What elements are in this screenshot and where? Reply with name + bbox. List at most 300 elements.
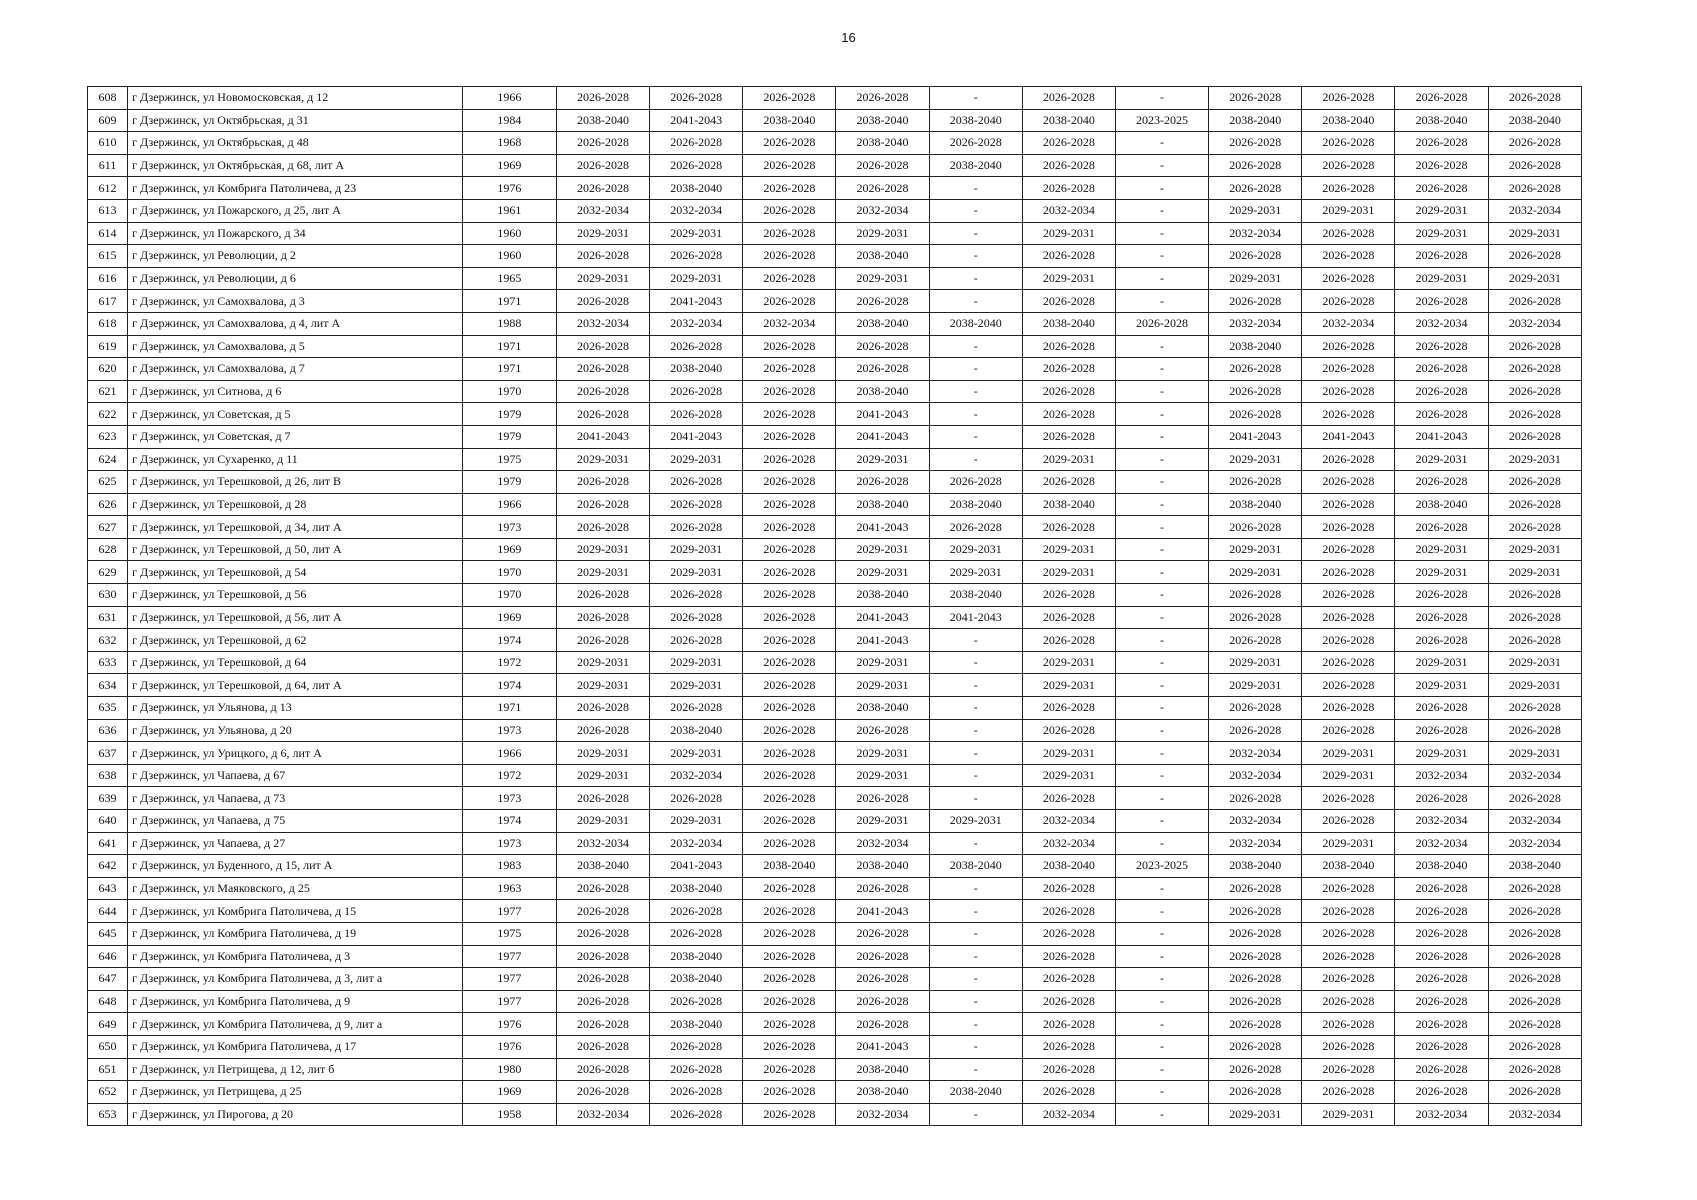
cell-term-col-11: 2026-2028 <box>1488 968 1581 991</box>
cell-term-col-5: - <box>929 877 1022 900</box>
cell-term-col-7: - <box>1115 1013 1208 1036</box>
cell-term-col-1: 2032-2034 <box>556 832 649 855</box>
cell-term-col-2: 2026-2028 <box>650 787 743 810</box>
cell-term-col-10: 2026-2028 <box>1395 177 1488 200</box>
table-row <box>88 312 1582 335</box>
cell-term-col-7: - <box>1115 629 1208 652</box>
table-row <box>88 877 1582 900</box>
cell-term-col-3: 2026-2028 <box>743 922 836 945</box>
cell-term-col-11: 2026-2028 <box>1488 154 1581 177</box>
cell-term-col-5: 2038-2040 <box>929 109 1022 132</box>
cell-address: г Дзержинск, ул Революции, д 2 <box>128 245 463 268</box>
cell-term-col-4: 2029-2031 <box>836 651 929 674</box>
cell-year-built: 1973 <box>462 719 556 742</box>
cell-term-col-6: 2026-2028 <box>1022 471 1115 494</box>
cell-term-col-6: 2029-2031 <box>1022 448 1115 471</box>
cell-row-number: 621 <box>88 380 128 403</box>
cell-term-col-6: 2026-2028 <box>1022 154 1115 177</box>
cell-term-col-10: 2026-2028 <box>1395 968 1488 991</box>
cell-row-number: 616 <box>88 267 128 290</box>
cell-term-col-10: 2026-2028 <box>1395 1058 1488 1081</box>
table-row <box>88 855 1582 878</box>
cell-term-col-4: 2038-2040 <box>836 697 929 720</box>
table-row <box>88 990 1582 1013</box>
cell-term-col-8: 2026-2028 <box>1209 584 1302 607</box>
cell-term-col-6: 2029-2031 <box>1022 222 1115 245</box>
cell-term-col-8: 2029-2031 <box>1209 651 1302 674</box>
cell-year-built: 1988 <box>462 312 556 335</box>
cell-term-col-1: 2026-2028 <box>556 968 649 991</box>
cell-term-col-8: 2026-2028 <box>1209 719 1302 742</box>
cell-term-col-2: 2029-2031 <box>650 267 743 290</box>
cell-term-col-11: 2038-2040 <box>1488 109 1581 132</box>
cell-term-col-8: 2026-2028 <box>1209 990 1302 1013</box>
cell-term-col-9: 2026-2028 <box>1302 810 1395 833</box>
cell-term-col-3: 2026-2028 <box>743 945 836 968</box>
cell-term-col-1: 2029-2031 <box>556 674 649 697</box>
cell-year-built: 1983 <box>462 855 556 878</box>
cell-term-col-5: 2029-2031 <box>929 561 1022 584</box>
cell-term-col-1: 2029-2031 <box>556 267 649 290</box>
cell-term-col-8: 2029-2031 <box>1209 674 1302 697</box>
cell-term-col-8: 2026-2028 <box>1209 290 1302 313</box>
cell-term-col-11: 2026-2028 <box>1488 990 1581 1013</box>
table-row <box>88 606 1582 629</box>
cell-term-col-3: 2038-2040 <box>743 109 836 132</box>
cell-term-col-11: 2026-2028 <box>1488 719 1581 742</box>
table-row <box>88 493 1582 516</box>
cell-term-col-8: 2026-2028 <box>1209 922 1302 945</box>
cell-year-built: 1970 <box>462 380 556 403</box>
cell-term-col-4: 2026-2028 <box>836 945 929 968</box>
cell-term-col-4: 2038-2040 <box>836 312 929 335</box>
cell-term-col-9: 2026-2028 <box>1302 267 1395 290</box>
cell-term-col-7: - <box>1115 267 1208 290</box>
cell-term-col-7: - <box>1115 832 1208 855</box>
cell-row-number: 649 <box>88 1013 128 1036</box>
cell-term-col-2: 2029-2031 <box>650 561 743 584</box>
cell-year-built: 1969 <box>462 1081 556 1104</box>
cell-row-number: 614 <box>88 222 128 245</box>
cell-term-col-6: 2026-2028 <box>1022 425 1115 448</box>
cell-year-built: 1977 <box>462 900 556 923</box>
cell-address: г Дзержинск, ул Сухаренко, д 11 <box>128 448 463 471</box>
cell-term-col-1: 2026-2028 <box>556 629 649 652</box>
table-row <box>88 629 1582 652</box>
cell-term-col-9: 2026-2028 <box>1302 945 1395 968</box>
cell-term-col-2: 2029-2031 <box>650 448 743 471</box>
cell-term-col-4: 2038-2040 <box>836 1081 929 1104</box>
cell-term-col-4: 2041-2043 <box>836 425 929 448</box>
cell-term-col-10: 2038-2040 <box>1395 493 1488 516</box>
cell-term-col-11: 2026-2028 <box>1488 132 1581 155</box>
cell-row-number: 634 <box>88 674 128 697</box>
table-row <box>88 1081 1582 1104</box>
cell-term-col-7: - <box>1115 1081 1208 1104</box>
cell-term-col-2: 2026-2028 <box>650 471 743 494</box>
cell-term-col-8: 2032-2034 <box>1209 222 1302 245</box>
cell-term-col-4: 2038-2040 <box>836 584 929 607</box>
cell-term-col-9: 2026-2028 <box>1302 561 1395 584</box>
cell-term-col-7: - <box>1115 606 1208 629</box>
cell-term-col-5: - <box>929 403 1022 426</box>
cell-term-col-5: 2026-2028 <box>929 132 1022 155</box>
cell-address: г Дзержинск, ул Новомосковская, д 12 <box>128 87 463 110</box>
cell-term-col-2: 2026-2028 <box>650 516 743 539</box>
cell-term-col-9: 2026-2028 <box>1302 335 1395 358</box>
cell-term-col-10: 2026-2028 <box>1395 990 1488 1013</box>
cell-term-col-1: 2026-2028 <box>556 380 649 403</box>
cell-year-built: 1980 <box>462 1058 556 1081</box>
cell-term-col-8: 2026-2028 <box>1209 629 1302 652</box>
cell-term-col-6: 2029-2031 <box>1022 674 1115 697</box>
cell-term-col-6: 2038-2040 <box>1022 312 1115 335</box>
cell-address: г Дзержинск, ул Ульянова, д 13 <box>128 697 463 720</box>
cell-term-col-10: 2038-2040 <box>1395 855 1488 878</box>
cell-row-number: 630 <box>88 584 128 607</box>
cell-term-col-1: 2032-2034 <box>556 199 649 222</box>
cell-term-col-5: - <box>929 629 1022 652</box>
table-row <box>88 922 1582 945</box>
cell-term-col-4: 2041-2043 <box>836 403 929 426</box>
cell-term-col-11: 2029-2031 <box>1488 742 1581 765</box>
cell-term-col-10: 2026-2028 <box>1395 697 1488 720</box>
cell-term-col-7: - <box>1115 154 1208 177</box>
cell-term-col-11: 2029-2031 <box>1488 222 1581 245</box>
cell-term-col-6: 2029-2031 <box>1022 651 1115 674</box>
cell-year-built: 1973 <box>462 516 556 539</box>
cell-term-col-9: 2026-2028 <box>1302 629 1395 652</box>
cell-row-number: 645 <box>88 922 128 945</box>
cell-term-col-3: 2026-2028 <box>743 832 836 855</box>
cell-term-col-4: 2026-2028 <box>836 358 929 381</box>
cell-term-col-9: 2026-2028 <box>1302 651 1395 674</box>
cell-term-col-6: 2026-2028 <box>1022 1058 1115 1081</box>
cell-term-col-4: 2029-2031 <box>836 742 929 765</box>
cell-term-col-9: 2026-2028 <box>1302 177 1395 200</box>
cell-row-number: 624 <box>88 448 128 471</box>
cell-term-col-2: 2032-2034 <box>650 312 743 335</box>
cell-term-col-6: 2029-2031 <box>1022 742 1115 765</box>
cell-year-built: 1975 <box>462 448 556 471</box>
cell-term-col-5: - <box>929 245 1022 268</box>
cell-address: г Дзержинск, ул Пожарского, д 25, лит А <box>128 199 463 222</box>
cell-term-col-7: - <box>1115 742 1208 765</box>
table-row <box>88 335 1582 358</box>
cell-term-col-8: 2026-2028 <box>1209 877 1302 900</box>
cell-term-col-6: 2032-2034 <box>1022 810 1115 833</box>
table-row <box>88 425 1582 448</box>
cell-term-col-10: 2032-2034 <box>1395 1103 1488 1126</box>
cell-term-col-5: 2026-2028 <box>929 471 1022 494</box>
cell-term-col-11: 2026-2028 <box>1488 358 1581 381</box>
cell-term-col-4: 2026-2028 <box>836 877 929 900</box>
cell-term-col-3: 2026-2028 <box>743 290 836 313</box>
cell-term-col-10: 2026-2028 <box>1395 471 1488 494</box>
cell-term-col-8: 2029-2031 <box>1209 1103 1302 1126</box>
cell-term-col-9: 2026-2028 <box>1302 584 1395 607</box>
cell-term-col-11: 2026-2028 <box>1488 584 1581 607</box>
cell-term-col-1: 2026-2028 <box>556 1058 649 1081</box>
cell-term-col-9: 2026-2028 <box>1302 154 1395 177</box>
cell-term-col-10: 2032-2034 <box>1395 832 1488 855</box>
table-row <box>88 968 1582 991</box>
cell-term-col-6: 2026-2028 <box>1022 516 1115 539</box>
cell-term-col-6: 2026-2028 <box>1022 132 1115 155</box>
cell-term-col-1: 2029-2031 <box>556 810 649 833</box>
cell-term-col-6: 2032-2034 <box>1022 199 1115 222</box>
cell-year-built: 1958 <box>462 1103 556 1126</box>
cell-row-number: 652 <box>88 1081 128 1104</box>
cell-year-built: 1970 <box>462 584 556 607</box>
table-row <box>88 1013 1582 1036</box>
cell-term-col-3: 2026-2028 <box>743 697 836 720</box>
cell-year-built: 1960 <box>462 222 556 245</box>
cell-address: г Дзержинск, ул Чапаева, д 67 <box>128 764 463 787</box>
cell-term-col-4: 2026-2028 <box>836 87 929 110</box>
cell-term-col-6: 2029-2031 <box>1022 538 1115 561</box>
cell-address: г Дзержинск, ул Октябрьская, д 48 <box>128 132 463 155</box>
cell-term-col-10: 2026-2028 <box>1395 900 1488 923</box>
cell-term-col-6: 2026-2028 <box>1022 990 1115 1013</box>
cell-term-col-7: - <box>1115 471 1208 494</box>
cell-term-col-9: 2026-2028 <box>1302 1035 1395 1058</box>
cell-term-col-5: - <box>929 674 1022 697</box>
cell-term-col-2: 2041-2043 <box>650 855 743 878</box>
page-number: 16 <box>841 30 856 45</box>
cell-term-col-5: - <box>929 222 1022 245</box>
cell-term-col-9: 2026-2028 <box>1302 968 1395 991</box>
cell-address: г Дзержинск, ул Пожарского, д 34 <box>128 222 463 245</box>
cell-term-col-11: 2026-2028 <box>1488 629 1581 652</box>
table-row <box>88 290 1582 313</box>
cell-term-col-3: 2026-2028 <box>743 584 836 607</box>
cell-term-col-9: 2029-2031 <box>1302 742 1395 765</box>
cell-address: г Дзержинск, ул Самохвалова, д 4, лит А <box>128 312 463 335</box>
cell-term-col-2: 2032-2034 <box>650 832 743 855</box>
cell-year-built: 1971 <box>462 290 556 313</box>
cell-term-col-7: - <box>1115 561 1208 584</box>
cell-term-col-3: 2026-2028 <box>743 425 836 448</box>
cell-term-col-9: 2026-2028 <box>1302 403 1395 426</box>
cell-term-col-3: 2026-2028 <box>743 245 836 268</box>
table-row <box>88 945 1582 968</box>
cell-term-col-1: 2026-2028 <box>556 584 649 607</box>
cell-term-col-9: 2026-2028 <box>1302 87 1395 110</box>
cell-term-col-9: 2026-2028 <box>1302 606 1395 629</box>
table-row <box>88 1103 1582 1126</box>
cell-term-col-4: 2041-2043 <box>836 606 929 629</box>
cell-term-col-2: 2026-2028 <box>650 922 743 945</box>
cell-term-col-6: 2026-2028 <box>1022 1013 1115 1036</box>
cell-term-col-3: 2026-2028 <box>743 1103 836 1126</box>
cell-address: г Дзержинск, ул Октябрьская, д 31 <box>128 109 463 132</box>
cell-term-col-4: 2038-2040 <box>836 493 929 516</box>
cell-term-col-9: 2026-2028 <box>1302 538 1395 561</box>
cell-row-number: 611 <box>88 154 128 177</box>
cell-term-col-9: 2038-2040 <box>1302 855 1395 878</box>
cell-term-col-11: 2026-2028 <box>1488 697 1581 720</box>
cell-year-built: 1963 <box>462 877 556 900</box>
cell-term-col-6: 2026-2028 <box>1022 945 1115 968</box>
cell-term-col-3: 2026-2028 <box>743 1013 836 1036</box>
cell-term-col-6: 2026-2028 <box>1022 968 1115 991</box>
cell-term-col-6: 2026-2028 <box>1022 584 1115 607</box>
cell-row-number: 627 <box>88 516 128 539</box>
table-row <box>88 154 1582 177</box>
cell-term-col-3: 2026-2028 <box>743 629 836 652</box>
cell-term-col-4: 2032-2034 <box>836 1103 929 1126</box>
cell-term-col-5: 2038-2040 <box>929 154 1022 177</box>
cell-term-col-10: 2026-2028 <box>1395 154 1488 177</box>
cell-row-number: 632 <box>88 629 128 652</box>
cell-row-number: 609 <box>88 109 128 132</box>
cell-row-number: 633 <box>88 651 128 674</box>
cell-term-col-7: - <box>1115 651 1208 674</box>
cell-year-built: 1971 <box>462 335 556 358</box>
cell-term-col-8: 2026-2028 <box>1209 358 1302 381</box>
cell-term-col-7: - <box>1115 493 1208 516</box>
cell-term-col-7: - <box>1115 538 1208 561</box>
table-row <box>88 222 1582 245</box>
cell-address: г Дзержинск, ул Петрищева, д 25 <box>128 1081 463 1104</box>
cell-term-col-4: 2026-2028 <box>836 968 929 991</box>
cell-term-col-1: 2032-2034 <box>556 312 649 335</box>
cell-term-col-3: 2026-2028 <box>743 358 836 381</box>
cell-address: г Дзержинск, ул Терешковой, д 54 <box>128 561 463 584</box>
cell-term-col-11: 2029-2031 <box>1488 267 1581 290</box>
cell-term-col-10: 2026-2028 <box>1395 87 1488 110</box>
cell-term-col-8: 2029-2031 <box>1209 199 1302 222</box>
cell-term-col-1: 2026-2028 <box>556 877 649 900</box>
cell-term-col-11: 2026-2028 <box>1488 1058 1581 1081</box>
cell-term-col-7: - <box>1115 448 1208 471</box>
cell-year-built: 1976 <box>462 1013 556 1036</box>
cell-term-col-8: 2026-2028 <box>1209 787 1302 810</box>
cell-year-built: 1966 <box>462 742 556 765</box>
table-row <box>88 900 1582 923</box>
cell-term-col-4: 2026-2028 <box>836 154 929 177</box>
cell-address: г Дзержинск, ул Комбрига Патоличева, д 3 <box>128 945 463 968</box>
cell-term-col-9: 2026-2028 <box>1302 132 1395 155</box>
cell-term-col-7: - <box>1115 900 1208 923</box>
cell-address: г Дзержинск, ул Терешковой, д 62 <box>128 629 463 652</box>
table-row <box>88 267 1582 290</box>
cell-term-col-3: 2026-2028 <box>743 900 836 923</box>
cell-term-col-7: 2023-2025 <box>1115 109 1208 132</box>
cell-term-col-5: - <box>929 1058 1022 1081</box>
cell-term-col-10: 2026-2028 <box>1395 290 1488 313</box>
cell-term-col-5: - <box>929 651 1022 674</box>
cell-term-col-6: 2026-2028 <box>1022 629 1115 652</box>
cell-term-col-8: 2038-2040 <box>1209 109 1302 132</box>
cell-term-col-9: 2026-2028 <box>1302 290 1395 313</box>
cell-term-col-10: 2032-2034 <box>1395 810 1488 833</box>
cell-term-col-6: 2026-2028 <box>1022 245 1115 268</box>
cell-term-col-8: 2026-2028 <box>1209 606 1302 629</box>
cell-term-col-1: 2026-2028 <box>556 990 649 1013</box>
cell-term-col-1: 2029-2031 <box>556 561 649 584</box>
cell-term-col-8: 2032-2034 <box>1209 742 1302 765</box>
cell-term-col-3: 2026-2028 <box>743 1081 836 1104</box>
cell-term-col-9: 2026-2028 <box>1302 493 1395 516</box>
repair-schedule-table <box>87 86 1582 1126</box>
cell-term-col-3: 2026-2028 <box>743 448 836 471</box>
cell-term-col-9: 2026-2028 <box>1302 922 1395 945</box>
cell-term-col-8: 2026-2028 <box>1209 945 1302 968</box>
cell-term-col-8: 2038-2040 <box>1209 335 1302 358</box>
table-row <box>88 471 1582 494</box>
cell-row-number: 651 <box>88 1058 128 1081</box>
cell-term-col-9: 2026-2028 <box>1302 719 1395 742</box>
cell-term-col-10: 2026-2028 <box>1395 1081 1488 1104</box>
cell-term-col-7: - <box>1115 358 1208 381</box>
cell-row-number: 643 <box>88 877 128 900</box>
cell-term-col-8: 2026-2028 <box>1209 1035 1302 1058</box>
cell-term-col-1: 2026-2028 <box>556 290 649 313</box>
cell-row-number: 641 <box>88 832 128 855</box>
cell-term-col-8: 2038-2040 <box>1209 493 1302 516</box>
cell-term-col-2: 2029-2031 <box>650 222 743 245</box>
table-row <box>88 787 1582 810</box>
cell-term-col-8: 2029-2031 <box>1209 561 1302 584</box>
cell-term-col-2: 2032-2034 <box>650 764 743 787</box>
cell-term-col-8: 2032-2034 <box>1209 810 1302 833</box>
cell-address: г Дзержинск, ул Буденного, д 15, лит А <box>128 855 463 878</box>
cell-term-col-8: 2026-2028 <box>1209 245 1302 268</box>
cell-term-col-3: 2026-2028 <box>743 561 836 584</box>
cell-term-col-4: 2026-2028 <box>836 719 929 742</box>
table-row <box>88 358 1582 381</box>
cell-term-col-2: 2029-2031 <box>650 742 743 765</box>
cell-term-col-4: 2041-2043 <box>836 516 929 539</box>
cell-term-col-10: 2026-2028 <box>1395 358 1488 381</box>
cell-term-col-9: 2026-2028 <box>1302 1013 1395 1036</box>
cell-term-col-8: 2029-2031 <box>1209 448 1302 471</box>
cell-term-col-3: 2026-2028 <box>743 493 836 516</box>
cell-term-col-9: 2026-2028 <box>1302 697 1395 720</box>
cell-term-col-6: 2026-2028 <box>1022 290 1115 313</box>
cell-term-col-9: 2026-2028 <box>1302 990 1395 1013</box>
cell-term-col-7: - <box>1115 810 1208 833</box>
cell-term-col-2: 2038-2040 <box>650 358 743 381</box>
cell-term-col-3: 2026-2028 <box>743 742 836 765</box>
cell-term-col-11: 2026-2028 <box>1488 606 1581 629</box>
cell-term-col-6: 2026-2028 <box>1022 335 1115 358</box>
table-row <box>88 561 1582 584</box>
cell-term-col-5: 2038-2040 <box>929 855 1022 878</box>
cell-term-col-6: 2026-2028 <box>1022 787 1115 810</box>
cell-address: г Дзержинск, ул Самохвалова, д 3 <box>128 290 463 313</box>
cell-term-col-3: 2038-2040 <box>743 855 836 878</box>
cell-term-col-10: 2029-2031 <box>1395 561 1488 584</box>
cell-term-col-3: 2026-2028 <box>743 87 836 110</box>
cell-term-col-5: - <box>929 290 1022 313</box>
table-row <box>88 448 1582 471</box>
cell-term-col-11: 2026-2028 <box>1488 87 1581 110</box>
cell-row-number: 637 <box>88 742 128 765</box>
cell-term-col-3: 2026-2028 <box>743 968 836 991</box>
cell-address: г Дзержинск, ул Чапаева, д 73 <box>128 787 463 810</box>
cell-term-col-8: 2032-2034 <box>1209 312 1302 335</box>
cell-address: г Дзержинск, ул Советская, д 7 <box>128 425 463 448</box>
table-row <box>88 832 1582 855</box>
cell-address: г Дзержинск, ул Чапаева, д 75 <box>128 810 463 833</box>
cell-term-col-2: 2038-2040 <box>650 968 743 991</box>
cell-term-col-2: 2026-2028 <box>650 900 743 923</box>
cell-term-col-11: 2026-2028 <box>1488 787 1581 810</box>
cell-term-col-6: 2029-2031 <box>1022 764 1115 787</box>
